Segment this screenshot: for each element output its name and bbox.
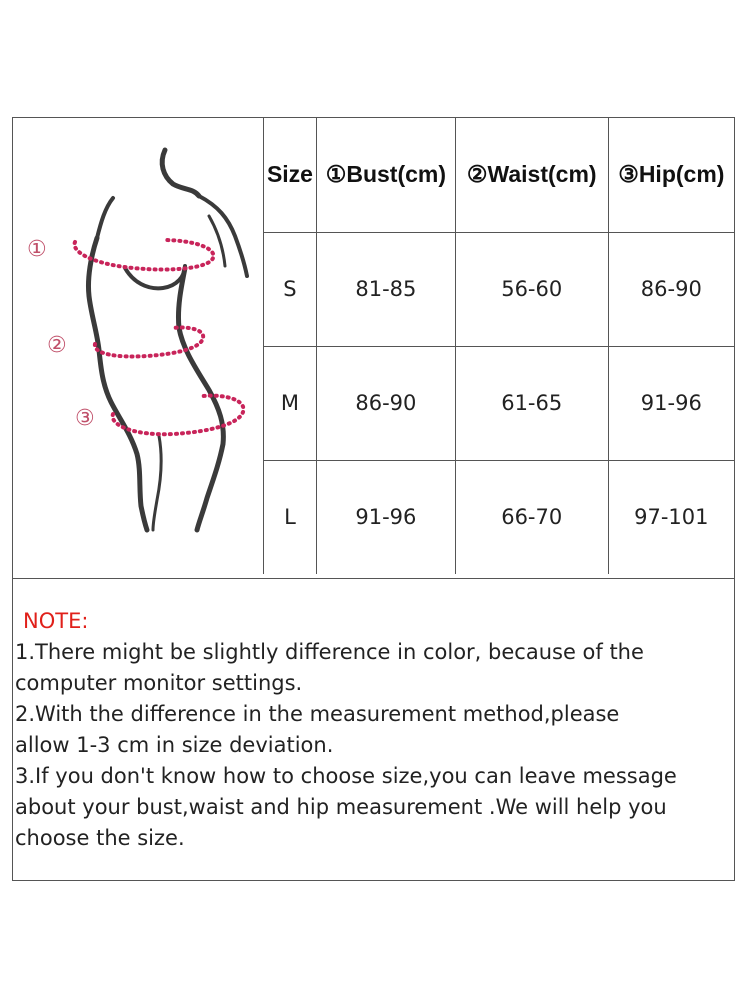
cell-size: L xyxy=(264,460,317,574)
notes-section xyxy=(15,606,733,854)
header-hip: ③Hip(cm) xyxy=(608,118,734,232)
cell-bust: 86-90 xyxy=(316,346,455,460)
outline-right-torso-stroke xyxy=(178,268,223,530)
cell-waist: 66-70 xyxy=(455,460,608,574)
header-size: Size xyxy=(264,118,317,232)
cell-size: S xyxy=(264,232,317,346)
note-line: computer monitor settings. xyxy=(15,671,303,695)
note-line: 3.If you don't know how to choose size,you can leave message xyxy=(15,764,677,788)
outline-inner-thigh-stroke xyxy=(153,436,161,530)
outline-left-arm-stroke xyxy=(97,198,113,238)
cell-hip: 86-90 xyxy=(608,232,734,346)
header-waist: ②Waist(cm) xyxy=(455,118,608,232)
table-row xyxy=(264,346,735,460)
marker-waist: ② xyxy=(47,333,67,358)
note-line: 1.There might be slightly difference in color, because of the xyxy=(15,640,644,664)
note-line: allow 1-3 cm in size deviation. xyxy=(15,733,334,757)
cell-bust: 81-85 xyxy=(316,232,455,346)
header-bust: ①Bust(cm) xyxy=(316,118,455,232)
note-line: about your bust,waist and hip measurement .We will help you xyxy=(15,795,667,819)
cell-waist: 61-65 xyxy=(455,346,608,460)
size-chart-top-section xyxy=(13,118,734,579)
cell-size: M xyxy=(264,346,317,460)
marker-bust: ① xyxy=(27,237,47,262)
table-row xyxy=(264,232,735,346)
table-row xyxy=(264,460,735,574)
note-line: 2.With the difference in the measurement method,please xyxy=(15,702,620,726)
cell-hip: 97-101 xyxy=(608,460,734,574)
note-line: choose the size. xyxy=(15,826,185,850)
outline-head-stroke xyxy=(162,150,199,196)
table-header-row xyxy=(264,118,735,232)
size-chart-frame xyxy=(12,117,735,881)
cell-bust: 91-96 xyxy=(316,460,455,574)
cell-waist: 56-60 xyxy=(455,232,608,346)
cell-hip: 91-96 xyxy=(608,346,734,460)
body-measurement-figure xyxy=(13,118,263,578)
note-title: NOTE: xyxy=(23,609,89,633)
outline-arm-stroke xyxy=(199,196,247,276)
size-table xyxy=(263,118,734,574)
marker-hip: ③ xyxy=(75,406,95,431)
